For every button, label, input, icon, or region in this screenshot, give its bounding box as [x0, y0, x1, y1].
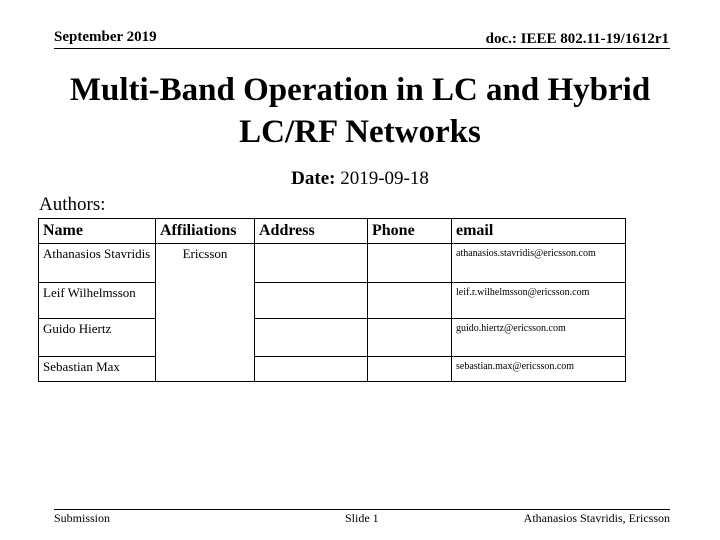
author-email: sebastian.max@ericsson.com: [452, 357, 626, 382]
table-row: [39, 357, 626, 382]
footer-author: Athanasios Stavridis, Ericsson: [523, 511, 670, 525]
slide-title-line-1: Multi-Band Operation in LC and Hybrid: [69, 72, 651, 108]
author-phone: [368, 283, 452, 319]
table-row: [39, 283, 626, 319]
author-name: Guido Hiertz: [39, 319, 156, 357]
author-name: Athanasios Stavridis: [39, 244, 156, 283]
author-address: [255, 319, 368, 357]
header-phone: Phone: [368, 219, 452, 244]
author-phone: [368, 244, 452, 283]
authors-label: Authors:: [39, 194, 106, 215]
header-date: September 2019: [54, 29, 157, 45]
footer-submission: Submission: [54, 511, 111, 525]
author-address: [255, 357, 368, 382]
authors-table: [38, 218, 626, 382]
author-phone: [368, 319, 452, 357]
author-affiliation: Ericsson: [156, 244, 255, 382]
slide-title-line-2: LC/RF Networks: [239, 114, 481, 150]
date-value: 2019-09-18: [340, 168, 429, 189]
author-phone: [368, 357, 452, 382]
header-divider: [54, 48, 670, 49]
author-name: Sebastian Max: [39, 357, 156, 382]
author-email: guido.hiertz@ericsson.com: [452, 319, 626, 357]
footer-divider: [54, 509, 670, 510]
author-email: leif.r.wilhelmsson@ericsson.com: [452, 283, 626, 319]
author-address: [255, 283, 368, 319]
table-header-row: [39, 219, 626, 244]
header-address: Address: [255, 219, 368, 244]
header-doc-id: doc.: IEEE 802.11-19/1612r1: [485, 31, 669, 47]
author-email: athanasios.stavridis@ericsson.com: [452, 244, 626, 283]
date-line: [0, 168, 720, 190]
table-row: [39, 319, 626, 357]
header-email: email: [452, 219, 626, 244]
footer-slide-number: Slide 1: [345, 511, 379, 525]
slide-title: [40, 69, 680, 153]
header-name: Name: [39, 219, 156, 244]
date-label: Date:: [291, 168, 336, 189]
header-affiliations: Affiliations: [156, 219, 255, 244]
author-address: [255, 244, 368, 283]
table-row: [39, 244, 626, 283]
author-name: Leif Wilhelmsson: [39, 283, 156, 319]
